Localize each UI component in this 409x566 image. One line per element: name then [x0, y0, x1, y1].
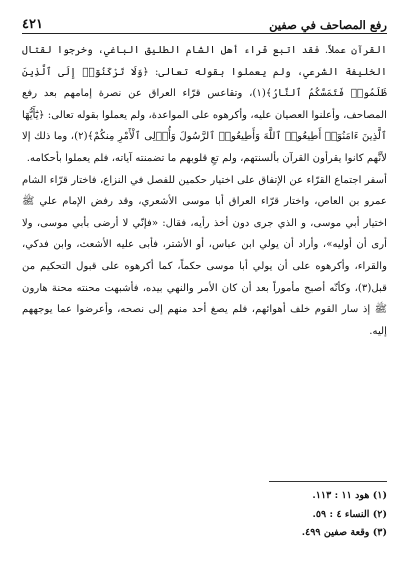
footnote: (٢) النساء ٤ : ٥٩.	[312, 508, 387, 520]
paragraph: القرآن عملاً. فقد اتبع قراء أهل الشام الطليق الباغي، وخرجوا لقتال الخليفة الشرعي، ولم يعملوا بقوله تعالى: ﴿وَلَا تَرْكَنُوٓا۟ إِلَى ٱلَّذِينَ ظَلَمُوا۟ فَتَمَسَّكُمُ ٱلنَّارُ﴾(١)، وتقاعس قرّاء العراق عن نصرة إمامهم بعد رفع المصاحف، وأعلنوا العصيان عليه، وأكرهوه على المواعدة، ولم يعملوا بقوله تعالى: ﴿يَٰٓأَيُّهَا ٱلَّذِينَ ءَامَنُوٓا۟ أَطِيعُوا۟ ٱللَّهَ وَأَطِيعُوا۟ ٱلرَّسُولَ وَأُو۟لِى ٱلْأَمْرِ مِنكُمْ﴾(٢)، وما ذلك إلا لأنَّهم كانوا يقرأون القرآن بألسنتهم، ولم تعِ قلوبهم ما تضمنته آياته، فلم يعملوا بأحكامه.	[22, 45, 387, 164]
header-rule	[22, 33, 387, 34]
footnote: (٣) وقعة صفين ٤٩٩.	[301, 527, 387, 538]
footnotes	[22, 487, 387, 543]
body-text	[22, 40, 387, 342]
footnote-rule	[269, 481, 387, 482]
running-title: رفع المصاحف في صفين	[269, 18, 387, 32]
running-header	[22, 10, 387, 32]
paragraph: أسفر اجتماع القرّاء عن الإتفاق على اختيار حكمين للفصل في النزاع، فاختار قرّاء الشام عمرو بن العاص، واختار قرّاء العراق أبا موسى الأشعري، وقد رفض الإمام علي ﷺ اختيار أبي موسى، و الذي جرى دون أخذ رأيه، فقال: «فإنّي لا أرضى بأبي موسى، ولا أرى أن أوليه»، وأراد أن يولي ابن عباس، أو الأشتر، فأبى عليه الأشعث، وابن فدكي، والقراء، وأكرهوه على أن يولي أبا موسى حكماً، كما أكرهوه على قبول التحكيم من قبل(٣)، وكأنّه أصبح مأموراً بعد أن كان الأمر والنهي بيده، فأشبهت محنته محنة هارون ﷺ إذ سار القوم خلف أهوائهم، فلم يصغ أحد منهم إلى نصحه، وأعرضوا عما يوجههم إليه.	[22, 174, 387, 337]
footnote: (١) هود ١١ : ١١٣.	[312, 490, 387, 501]
page-number: ٤٢١	[22, 17, 43, 32]
